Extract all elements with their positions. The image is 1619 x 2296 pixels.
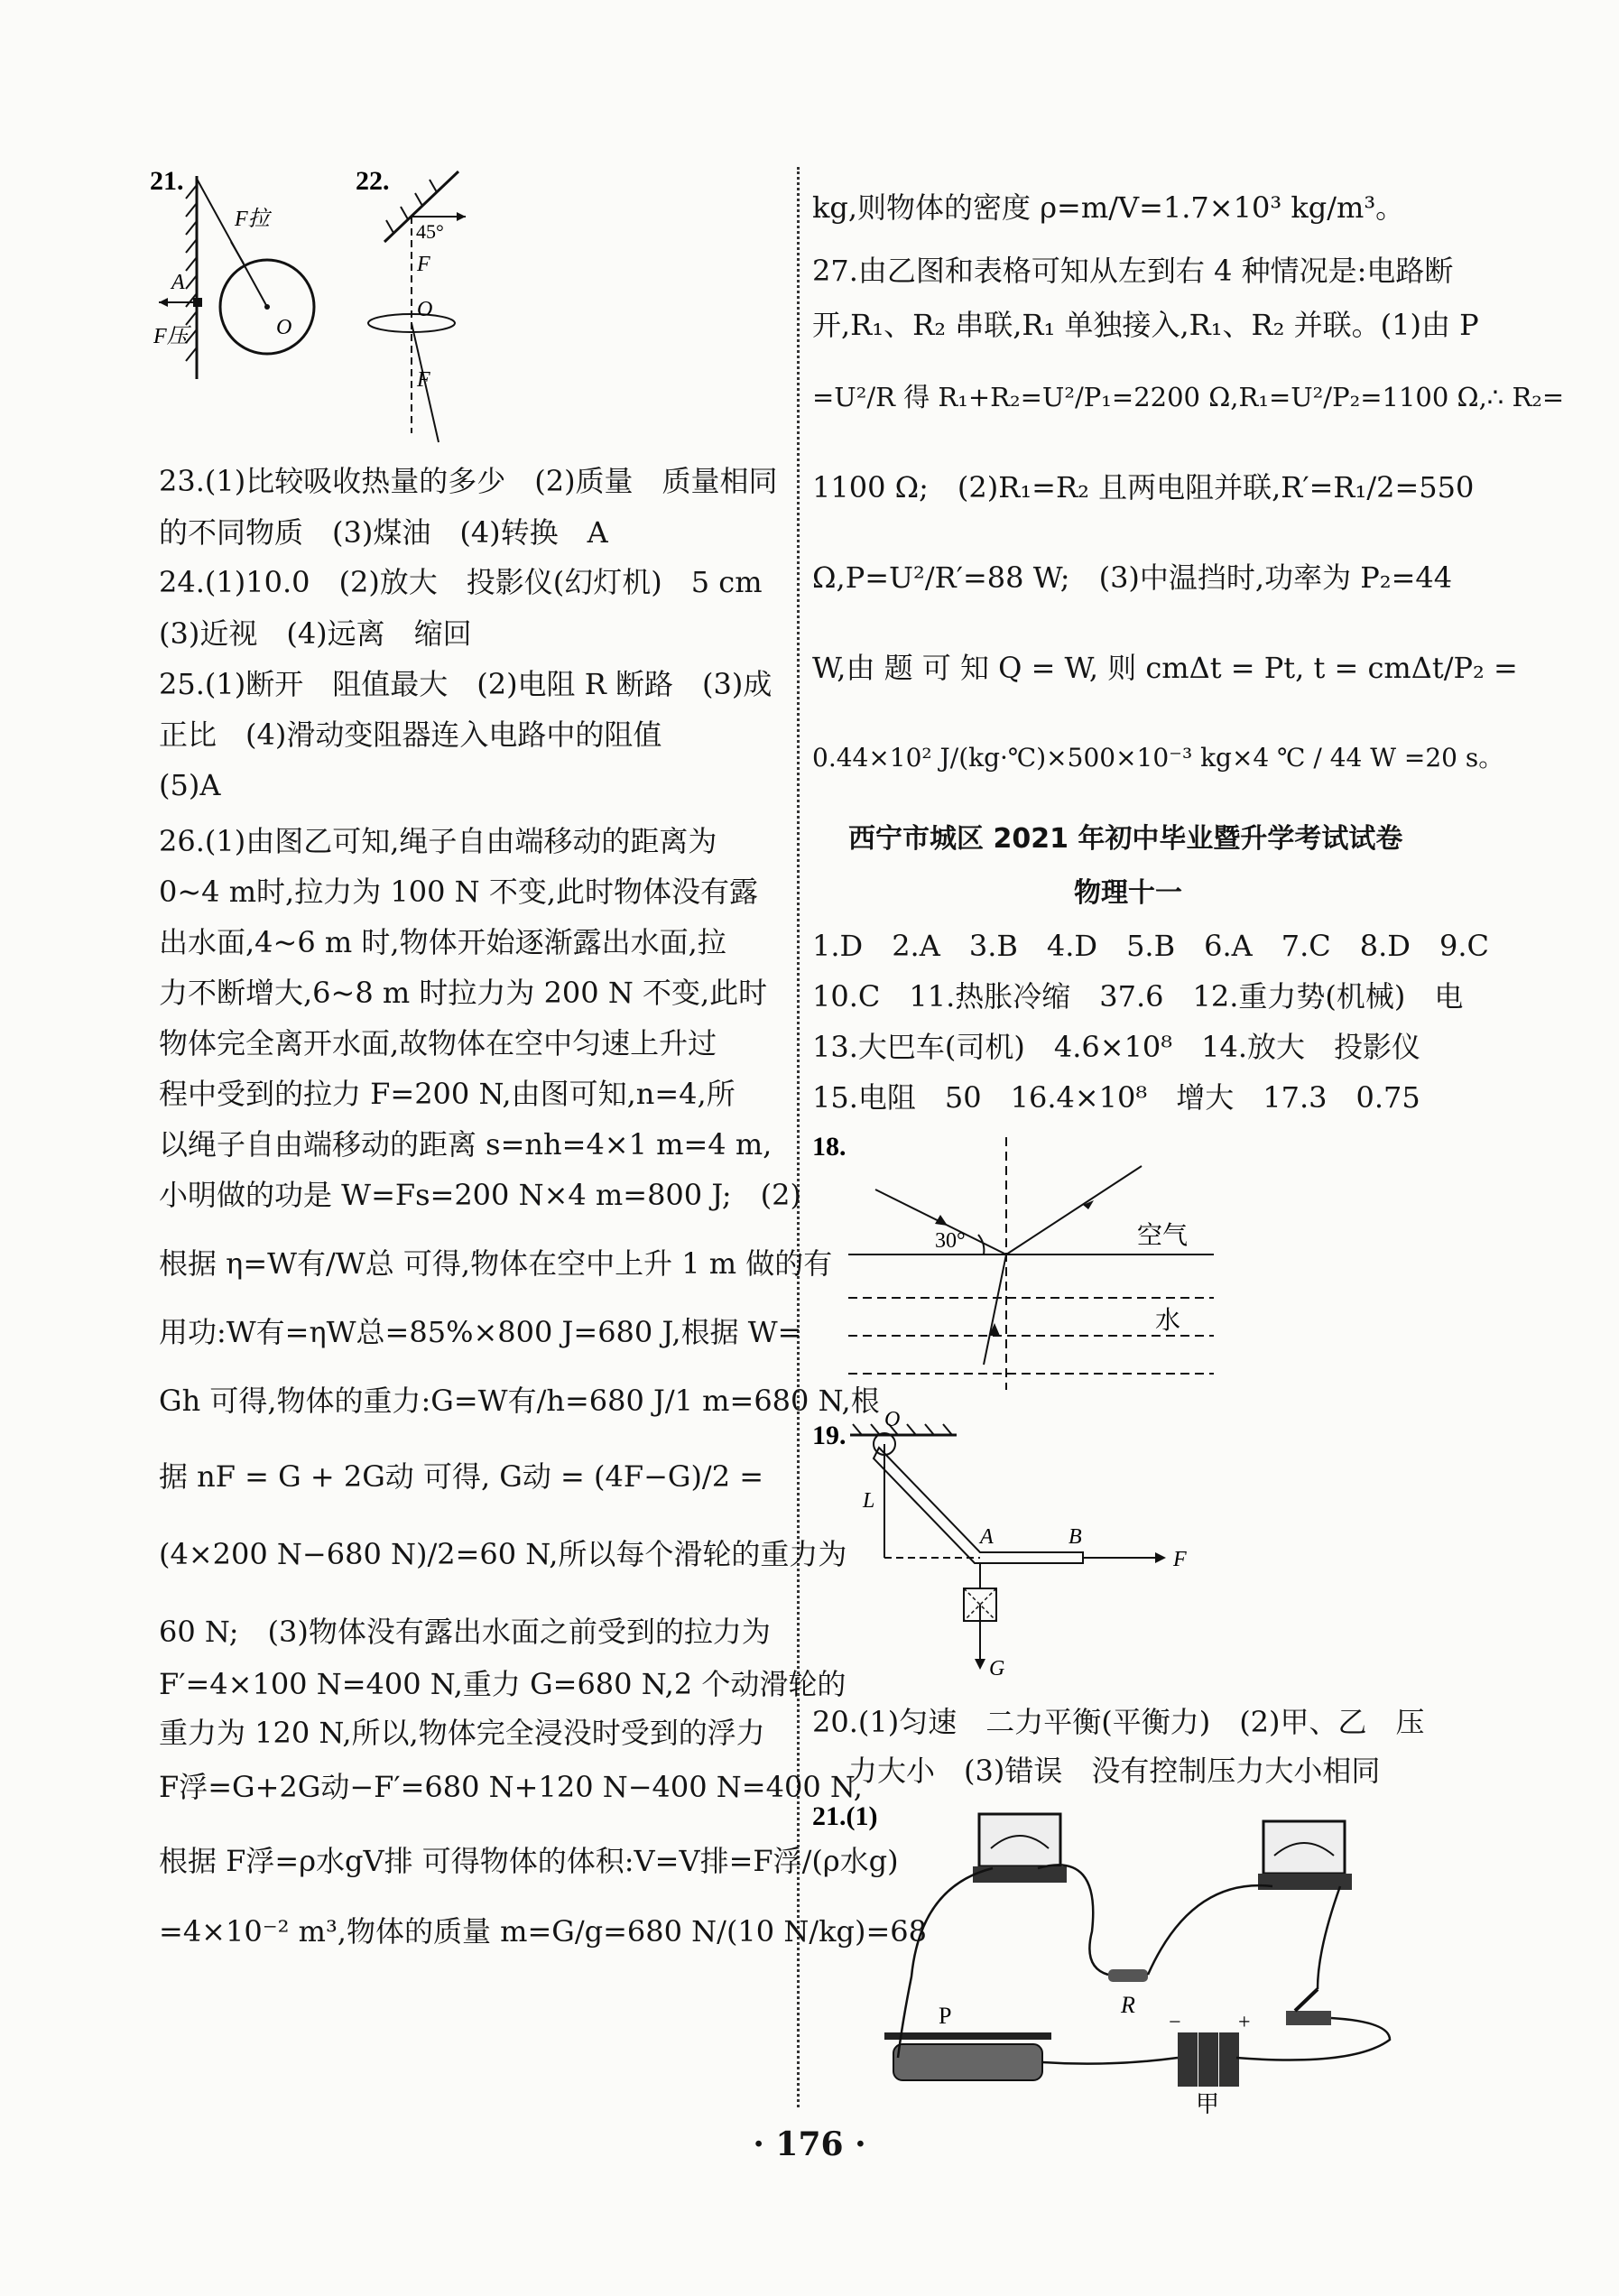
battery-plus: + [1238, 2011, 1251, 2034]
label-o-22: O [417, 298, 433, 321]
section-subtitle: 物理十一 [1074, 877, 1182, 909]
page-number: · 176 · [753, 2125, 866, 2163]
label-jia: 甲 [1196, 2091, 1220, 2117]
angle-45: 45° [416, 220, 444, 243]
answer-line: 程中受到的拉力 F=200 N,由图可知,n=4,所 [159, 1077, 735, 1111]
answer-line: 开,R₁、R₂ 串联,R₁ 单独接入,R₁、R₂ 并联。(1)由 P [812, 308, 1479, 342]
answer-line: 13.大巴车(司机) 4.6×10⁸ 14.放大 投影仪 [812, 1030, 1421, 1064]
section-title: 西宁市城区 2021 年初中毕业暨升学考试试卷 [848, 823, 1403, 855]
answer-line: 25.(1)断开 阻值最大 (2)电阻 R 断路 (3)成 [159, 667, 772, 701]
answer-line: F浮=G+2G动−F′=680 N+120 N−400 N=400 N, [159, 1770, 863, 1804]
answer-line: 小明做的功是 W=Fs=200 N×4 m=800 J; (2) [159, 1178, 801, 1212]
answer-line: 1100 Ω; (2)R₁=R₂ 且两电阻并联,R′=R₁/2=550 [812, 470, 1475, 505]
answer-line: 15.电阻 50 16.4×10⁸ 增大 17.3 0.75 [812, 1080, 1420, 1115]
answer-line: =U²/R 得 R₁+R₂=U²/P₁=2200 Ω,R₁=U²/P₂=1100 Ω,∴ R₂= [812, 382, 1565, 412]
label-o: O [884, 1408, 901, 1431]
answer-line: (4×200 N−680 N)/2=60 N,所以每个滑轮的重力为 [159, 1537, 847, 1571]
answer-line: 物体完全离开水面,故物体在空中匀速上升过 [159, 1026, 717, 1060]
answer-line: 26.(1)由图乙可知,绳子自由端移动的距离为 [159, 824, 717, 858]
answer-line: 24.(1)10.0 (2)放大 投影仪(幻灯机) 5 cm [159, 565, 763, 599]
label-f-up: F [417, 253, 430, 276]
answer-line: (3)近视 (4)远离 缩回 [159, 616, 472, 651]
q21-label: 21. [150, 166, 184, 196]
answer-line: (5)A [159, 768, 221, 802]
answer-line: Ω,P=U²/R′=88 W; (3)中温挡时,功率为 P₂=44 [812, 560, 1453, 595]
label-a: A [171, 271, 185, 294]
choice-answers: 1.D 2.A 3.B 4.D 5.B 6.A 7.C 8.D 9.C [812, 929, 1489, 963]
figure-q21-q22 [141, 162, 763, 451]
answer-line: 力不断增大,6~8 m 时拉力为 200 N 不变,此时 [159, 976, 768, 1010]
angle-30: 30° [935, 1229, 966, 1253]
label-p: P [939, 2003, 952, 2029]
answer-line: =4×10⁻² m³,物体的质量 m=G/g=680 N/(10 N/kg)=68 [159, 1914, 927, 1949]
answer-line: 10.C 11.热胀冷缩 37.6 12.重力势(机械) 电 [812, 979, 1464, 1014]
label-water: 水 [1155, 1307, 1181, 1335]
answer-line: 60 N; (3)物体没有露出水面之前受到的拉力为 [159, 1615, 771, 1649]
q19-label: 19. [812, 1421, 847, 1450]
label-l: L [863, 1489, 875, 1513]
label-g: G [989, 1657, 1005, 1679]
figure-q21-circuit [812, 1796, 1476, 2121]
label-r: R [1121, 1992, 1135, 2018]
answer-line: W,由 题 可 知 Q = W, 则 cmΔt = Pt, t = cmΔt/P₂ = [812, 651, 1518, 685]
answer-line: 0.44×10² J/(kg·℃)×500×10⁻³ kg×4 ℃ / 44 W =20 s。 [812, 743, 1504, 773]
answer-line: 0~4 m时,拉力为 100 N 不变,此时物体没有露 [159, 875, 758, 909]
figure-q19 [812, 1408, 1476, 1679]
answer-line: 的不同物质 (3)煤油 (4)转换 A [159, 515, 608, 550]
answer-line: F′=4×100 N=400 N,重力 G=680 N,2 个动滑轮的 [159, 1667, 847, 1701]
answer-line: 根据 F浮=ρ水gV排 可得物体的体积:V=V排=F浮/(ρ水g) [159, 1844, 899, 1878]
answer-line: 重力为 120 N,所以,物体完全浸没时受到的浮力 [159, 1716, 765, 1750]
answer-line: 根据 η=W有/W总 可得,物体在空中上升 1 m 做的有 [159, 1246, 833, 1281]
answer-line: 27.由乙图和表格可知从左到右 4 种情况是:电路断 [812, 254, 1454, 288]
q21-label: 21.(1) [812, 1801, 878, 1831]
answer-line: kg,则物体的密度 ρ=m/V=1.7×10³ kg/m³。 [812, 190, 1405, 225]
answer-line: 23.(1)比较吸收热量的多少 (2)质量 质量相同 [159, 464, 778, 498]
column-divider [797, 167, 800, 2107]
label-air: 空气 [1137, 1222, 1189, 1250]
answer-line: 20.(1)匀速 二力平衡(平衡力) (2)甲、乙 压 [812, 1705, 1425, 1739]
label-f-la: F拉 [235, 208, 270, 231]
label-o: O [276, 316, 292, 339]
answer-line: 出水面,4~6 m 时,物体开始逐渐露出水面,拉 [159, 925, 726, 959]
answer-line: 用功:W有=ηW总=85%×800 J=680 J,根据 W= [159, 1315, 802, 1349]
answer-line: 以绳子自由端移动的距离 s=nh=4×1 m=4 m, [159, 1127, 772, 1162]
answer-line: 力大小 (3)错误 没有控制压力大小相同 [848, 1754, 1381, 1788]
label-b: B [1069, 1525, 1082, 1549]
answer-line: 据 nF = G + 2G动 可得, G动 = (4F−G)/2 = [159, 1459, 764, 1494]
q18-label: 18. [812, 1132, 847, 1162]
answer-line: Gh 可得,物体的重力:G=W有/h=680 J/1 m=680 N,根 [159, 1384, 880, 1418]
label-f-ya: F压 [153, 325, 189, 348]
label-f: F [1173, 1548, 1187, 1571]
label-a: A [980, 1525, 994, 1549]
battery-minus: − [1169, 2011, 1181, 2034]
label-f-down: F [417, 368, 430, 392]
figure-q18 [812, 1119, 1476, 1390]
q22-label: 22. [356, 166, 390, 196]
answer-line: 正比 (4)滑动变阻器连入电路中的阻值 [159, 718, 662, 752]
